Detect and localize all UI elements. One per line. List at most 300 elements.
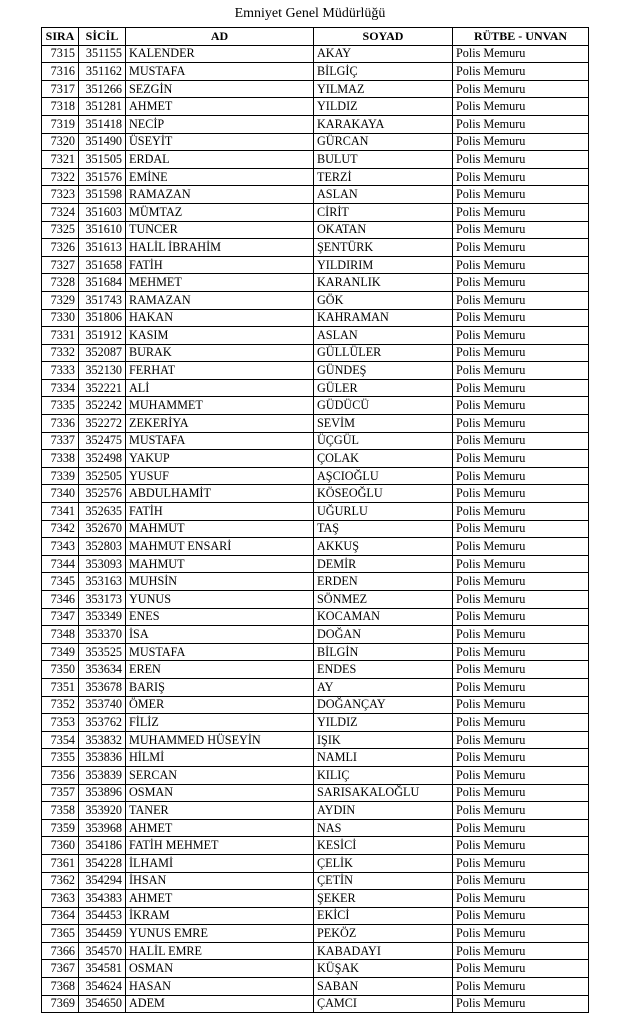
cell-ad: AHMET [126,819,314,837]
table-row [42,766,589,784]
cell-ad: MUHSİN [126,573,314,591]
cell-soyad: BİLGİN [314,643,453,661]
cell-soyad: KILIÇ [314,766,453,784]
cell-sicil: 352087 [79,344,126,362]
table-row [42,291,589,309]
table-row [42,327,589,345]
cell-sira: 7354 [42,731,79,749]
cell-sicil: 354453 [79,907,126,925]
cell-sira: 7355 [42,749,79,767]
cell-soyad: UĞURLU [314,503,453,521]
cell-soyad: KABADAYI [314,942,453,960]
cell-sira: 7329 [42,291,79,309]
cell-rutbe-unvan: Polis Memuru [453,925,589,943]
cell-ad: SEZGİN [126,80,314,98]
cell-soyad: CİRİT [314,203,453,221]
table-row [42,696,589,714]
cell-soyad: KARANLIK [314,274,453,292]
cell-rutbe-unvan: Polis Memuru [453,327,589,345]
cell-soyad: ÇETİN [314,872,453,890]
cell-sicil: 354570 [79,942,126,960]
cell-rutbe-unvan: Polis Memuru [453,115,589,133]
cell-sicil: 351576 [79,168,126,186]
cell-soyad: ASLAN [314,327,453,345]
table-row [42,872,589,890]
cell-rutbe-unvan: Polis Memuru [453,872,589,890]
cell-sira: 7344 [42,555,79,573]
cell-rutbe-unvan: Polis Memuru [453,485,589,503]
cell-rutbe-unvan: Polis Memuru [453,432,589,450]
cell-sicil: 353634 [79,661,126,679]
cell-rutbe-unvan: Polis Memuru [453,221,589,239]
cell-ad: OSMAN [126,960,314,978]
header-rutbe-unvan: RÜTBE - UNVAN [453,28,589,46]
cell-soyad: GÜLLÜLER [314,344,453,362]
cell-sira: 7341 [42,503,79,521]
cell-soyad: ŞEKER [314,890,453,908]
cell-ad: SERCAN [126,766,314,784]
cell-sira: 7342 [42,520,79,538]
cell-sira: 7352 [42,696,79,714]
cell-ad: MAHMUT ENSARİ [126,538,314,556]
cell-sira: 7353 [42,714,79,732]
cell-rutbe-unvan: Polis Memuru [453,467,589,485]
cell-sicil: 352130 [79,362,126,380]
cell-rutbe-unvan: Polis Memuru [453,239,589,257]
cell-sira: 7343 [42,538,79,556]
cell-soyad: AKAY [314,45,453,63]
cell-sicil: 353370 [79,626,126,644]
cell-sira: 7359 [42,819,79,837]
cell-sira: 7365 [42,925,79,943]
cell-sira: 7326 [42,239,79,257]
cell-sicil: 351912 [79,327,126,345]
cell-soyad: KAHRAMAN [314,309,453,327]
cell-ad: YUSUF [126,467,314,485]
personnel-table [41,27,589,1013]
cell-rutbe-unvan: Polis Memuru [453,98,589,116]
cell-soyad: SEVİM [314,415,453,433]
cell-sira: 7362 [42,872,79,890]
table-header-row [42,28,589,46]
cell-rutbe-unvan: Polis Memuru [453,749,589,767]
cell-soyad: AŞCIOĞLU [314,467,453,485]
cell-soyad: DOĞANÇAY [314,696,453,714]
cell-sira: 7328 [42,274,79,292]
header-sicil: SİCİL [79,28,126,46]
cell-soyad: ÇOLAK [314,450,453,468]
cell-rutbe-unvan: Polis Memuru [453,995,589,1013]
cell-soyad: YILDIRIM [314,256,453,274]
cell-rutbe-unvan: Polis Memuru [453,907,589,925]
table-row [42,397,589,415]
cell-sicil: 353349 [79,608,126,626]
table-row [42,555,589,573]
header-ad: AD [126,28,314,46]
cell-soyad: NAMLI [314,749,453,767]
table-row [42,591,589,609]
cell-sicil: 353920 [79,802,126,820]
cell-sicil: 352635 [79,503,126,521]
cell-sicil: 351281 [79,98,126,116]
cell-ad: OSMAN [126,784,314,802]
cell-rutbe-unvan: Polis Memuru [453,942,589,960]
cell-ad: BURAK [126,344,314,362]
cell-sicil: 354459 [79,925,126,943]
cell-ad: MUSTAFA [126,432,314,450]
cell-rutbe-unvan: Polis Memuru [453,309,589,327]
cell-ad: RAMAZAN [126,186,314,204]
cell-ad: HALİL İBRAHİM [126,239,314,257]
cell-rutbe-unvan: Polis Memuru [453,379,589,397]
cell-ad: MEHMET [126,274,314,292]
table-row [42,168,589,186]
table-row [42,573,589,591]
table-row [42,802,589,820]
cell-sira: 7325 [42,221,79,239]
cell-sira: 7346 [42,591,79,609]
cell-sicil: 354383 [79,890,126,908]
cell-ad: MUHAMMED HÜSEYİN [126,731,314,749]
cell-sira: 7320 [42,133,79,151]
cell-rutbe-unvan: Polis Memuru [453,291,589,309]
cell-rutbe-unvan: Polis Memuru [453,643,589,661]
cell-sicil: 353678 [79,678,126,696]
cell-ad: EMİNE [126,168,314,186]
cell-rutbe-unvan: Polis Memuru [453,890,589,908]
cell-sicil: 353173 [79,591,126,609]
cell-rutbe-unvan: Polis Memuru [453,784,589,802]
cell-rutbe-unvan: Polis Memuru [453,608,589,626]
table-row [42,133,589,151]
cell-rutbe-unvan: Polis Memuru [453,573,589,591]
table-row [42,678,589,696]
cell-ad: MAHMUT [126,555,314,573]
cell-soyad: SÖNMEZ [314,591,453,609]
table-row [42,784,589,802]
cell-sicil: 353762 [79,714,126,732]
cell-ad: İHSAN [126,872,314,890]
cell-soyad: KÜŞAK [314,960,453,978]
cell-sira: 7364 [42,907,79,925]
table-row [42,221,589,239]
cell-rutbe-unvan: Polis Memuru [453,397,589,415]
cell-sicil: 353093 [79,555,126,573]
cell-soyad: EKİCİ [314,907,453,925]
cell-sicil: 351610 [79,221,126,239]
cell-sira: 7316 [42,63,79,81]
table-row [42,415,589,433]
cell-ad: ADEM [126,995,314,1013]
cell-rutbe-unvan: Polis Memuru [453,133,589,151]
cell-sira: 7334 [42,379,79,397]
cell-ad: YUNUS [126,591,314,609]
cell-ad: FİLİZ [126,714,314,732]
table-row [42,309,589,327]
header-sira: SIRA [42,28,79,46]
cell-rutbe-unvan: Polis Memuru [453,362,589,380]
table-row [42,925,589,943]
cell-sira: 7317 [42,80,79,98]
cell-rutbe-unvan: Polis Memuru [453,837,589,855]
cell-sira: 7345 [42,573,79,591]
cell-soyad: DEMİR [314,555,453,573]
header-soyad: SOYAD [314,28,453,46]
cell-rutbe-unvan: Polis Memuru [453,503,589,521]
table-row [42,837,589,855]
cell-sira: 7333 [42,362,79,380]
cell-ad: MUSTAFA [126,63,314,81]
cell-ad: MÜMTAZ [126,203,314,221]
cell-soyad: GÜRCAN [314,133,453,151]
cell-rutbe-unvan: Polis Memuru [453,186,589,204]
cell-ad: ENES [126,608,314,626]
cell-soyad: AYDIN [314,802,453,820]
table-row [42,379,589,397]
cell-soyad: OKATAN [314,221,453,239]
cell-sira: 7360 [42,837,79,855]
cell-sicil: 351418 [79,115,126,133]
cell-sicil: 351743 [79,291,126,309]
cell-rutbe-unvan: Polis Memuru [453,591,589,609]
table-row [42,115,589,133]
cell-sira: 7357 [42,784,79,802]
cell-ad: FATİH [126,256,314,274]
cell-soyad: KÖSEOĞLU [314,485,453,503]
cell-sicil: 352576 [79,485,126,503]
cell-sira: 7331 [42,327,79,345]
cell-ad: BARIŞ [126,678,314,696]
cell-ad: HAKAN [126,309,314,327]
table-row [42,256,589,274]
cell-sira: 7348 [42,626,79,644]
cell-rutbe-unvan: Polis Memuru [453,344,589,362]
cell-ad: İKRAM [126,907,314,925]
cell-soyad: SABAN [314,978,453,996]
table-row [42,485,589,503]
cell-soyad: ÇAMCI [314,995,453,1013]
cell-sicil: 352670 [79,520,126,538]
cell-sira: 7318 [42,98,79,116]
cell-soyad: GÜNDEŞ [314,362,453,380]
cell-rutbe-unvan: Polis Memuru [453,203,589,221]
cell-rutbe-unvan: Polis Memuru [453,274,589,292]
cell-sira: 7338 [42,450,79,468]
cell-sira: 7351 [42,678,79,696]
cell-soyad: AKKUŞ [314,538,453,556]
cell-sicil: 351266 [79,80,126,98]
cell-rutbe-unvan: Polis Memuru [453,661,589,679]
cell-sicil: 354581 [79,960,126,978]
cell-sicil: 351603 [79,203,126,221]
cell-sicil: 351806 [79,309,126,327]
cell-sicil: 352505 [79,467,126,485]
table-row [42,995,589,1013]
cell-sira: 7337 [42,432,79,450]
table-row [42,80,589,98]
table-row [42,608,589,626]
cell-rutbe-unvan: Polis Memuru [453,731,589,749]
cell-rutbe-unvan: Polis Memuru [453,45,589,63]
table-row [42,978,589,996]
cell-rutbe-unvan: Polis Memuru [453,626,589,644]
cell-rutbe-unvan: Polis Memuru [453,450,589,468]
cell-soyad: ASLAN [314,186,453,204]
cell-ad: AHMET [126,98,314,116]
table-row [42,626,589,644]
cell-sira: 7368 [42,978,79,996]
table-row [42,661,589,679]
cell-sira: 7367 [42,960,79,978]
cell-sicil: 351613 [79,239,126,257]
cell-sicil: 351598 [79,186,126,204]
cell-soyad: KARAKAYA [314,115,453,133]
table-row [42,467,589,485]
cell-sicil: 353163 [79,573,126,591]
cell-sira: 7330 [42,309,79,327]
cell-rutbe-unvan: Polis Memuru [453,555,589,573]
cell-sira: 7350 [42,661,79,679]
cell-sicil: 352272 [79,415,126,433]
cell-soyad: ÇELİK [314,854,453,872]
cell-ad: RAMAZAN [126,291,314,309]
cell-ad: AHMET [126,890,314,908]
cell-ad: ABDULHAMİT [126,485,314,503]
cell-rutbe-unvan: Polis Memuru [453,256,589,274]
cell-soyad: YILMAZ [314,80,453,98]
cell-soyad: ENDES [314,661,453,679]
cell-sicil: 354186 [79,837,126,855]
table-row [42,503,589,521]
cell-sicil: 351505 [79,151,126,169]
cell-sicil: 351162 [79,63,126,81]
table-row [42,907,589,925]
cell-soyad: AY [314,678,453,696]
page-title: Emniyet Genel Müdürlüğü [234,6,386,21]
table-row [42,432,589,450]
table-row [42,186,589,204]
cell-rutbe-unvan: Polis Memuru [453,819,589,837]
cell-sicil: 353836 [79,749,126,767]
table-row [42,749,589,767]
cell-ad: ÖMER [126,696,314,714]
cell-rutbe-unvan: Polis Memuru [453,538,589,556]
cell-rutbe-unvan: Polis Memuru [453,714,589,732]
cell-rutbe-unvan: Polis Memuru [453,978,589,996]
cell-soyad: YILDIZ [314,714,453,732]
cell-sira: 7361 [42,854,79,872]
table-row [42,203,589,221]
table-row [42,960,589,978]
cell-sicil: 354228 [79,854,126,872]
cell-ad: HİLMİ [126,749,314,767]
cell-sira: 7356 [42,766,79,784]
cell-sira: 7358 [42,802,79,820]
cell-ad: ALİ [126,379,314,397]
cell-sira: 7335 [42,397,79,415]
table-row [42,643,589,661]
cell-ad: İSA [126,626,314,644]
cell-soyad: GÖK [314,291,453,309]
table-row [42,538,589,556]
cell-ad: YAKUP [126,450,314,468]
cell-ad: MUSTAFA [126,643,314,661]
cell-soyad: NAS [314,819,453,837]
cell-ad: KASIM [126,327,314,345]
cell-sicil: 351658 [79,256,126,274]
cell-soyad: GÜDÜCÜ [314,397,453,415]
cell-rutbe-unvan: Polis Memuru [453,766,589,784]
cell-sicil: 352242 [79,397,126,415]
cell-sicil: 352475 [79,432,126,450]
cell-rutbe-unvan: Polis Memuru [453,151,589,169]
table-row [42,890,589,908]
cell-ad: HASAN [126,978,314,996]
cell-sicil: 351155 [79,45,126,63]
cell-soyad: KESİCİ [314,837,453,855]
cell-sira: 7347 [42,608,79,626]
cell-rutbe-unvan: Polis Memuru [453,520,589,538]
cell-sira: 7369 [42,995,79,1013]
cell-sicil: 352221 [79,379,126,397]
cell-sira: 7336 [42,415,79,433]
cell-rutbe-unvan: Polis Memuru [453,696,589,714]
cell-rutbe-unvan: Polis Memuru [453,80,589,98]
cell-sira: 7321 [42,151,79,169]
table-row [42,45,589,63]
table-row [42,98,589,116]
cell-sicil: 354624 [79,978,126,996]
cell-soyad: KOCAMAN [314,608,453,626]
cell-sicil: 352498 [79,450,126,468]
cell-ad: ZEKERİYA [126,415,314,433]
cell-rutbe-unvan: Polis Memuru [453,678,589,696]
cell-ad: EREN [126,661,314,679]
cell-sira: 7323 [42,186,79,204]
table-row [42,63,589,81]
cell-soyad: BULUT [314,151,453,169]
cell-soyad: TAŞ [314,520,453,538]
cell-ad: MAHMUT [126,520,314,538]
table-row [42,854,589,872]
cell-sicil: 353968 [79,819,126,837]
cell-ad: FATİH [126,503,314,521]
table-row [42,942,589,960]
cell-rutbe-unvan: Polis Memuru [453,168,589,186]
cell-ad: FATİH MEHMET [126,837,314,855]
cell-soyad: ÜÇGÜL [314,432,453,450]
cell-soyad: PEKÖZ [314,925,453,943]
cell-soyad: DOĞAN [314,626,453,644]
cell-soyad: BİLGİÇ [314,63,453,81]
cell-ad: TUNCER [126,221,314,239]
cell-rutbe-unvan: Polis Memuru [453,802,589,820]
cell-soyad: SARISAKALOĞLU [314,784,453,802]
cell-soyad: IŞIK [314,731,453,749]
cell-rutbe-unvan: Polis Memuru [453,415,589,433]
cell-sira: 7366 [42,942,79,960]
cell-sira: 7319 [42,115,79,133]
table-row [42,274,589,292]
cell-ad: KALENDER [126,45,314,63]
cell-sira: 7327 [42,256,79,274]
cell-soyad: ERDEN [314,573,453,591]
cell-sira: 7363 [42,890,79,908]
cell-sicil: 353832 [79,731,126,749]
cell-sira: 7349 [42,643,79,661]
table-row [42,520,589,538]
cell-rutbe-unvan: Polis Memuru [453,63,589,81]
